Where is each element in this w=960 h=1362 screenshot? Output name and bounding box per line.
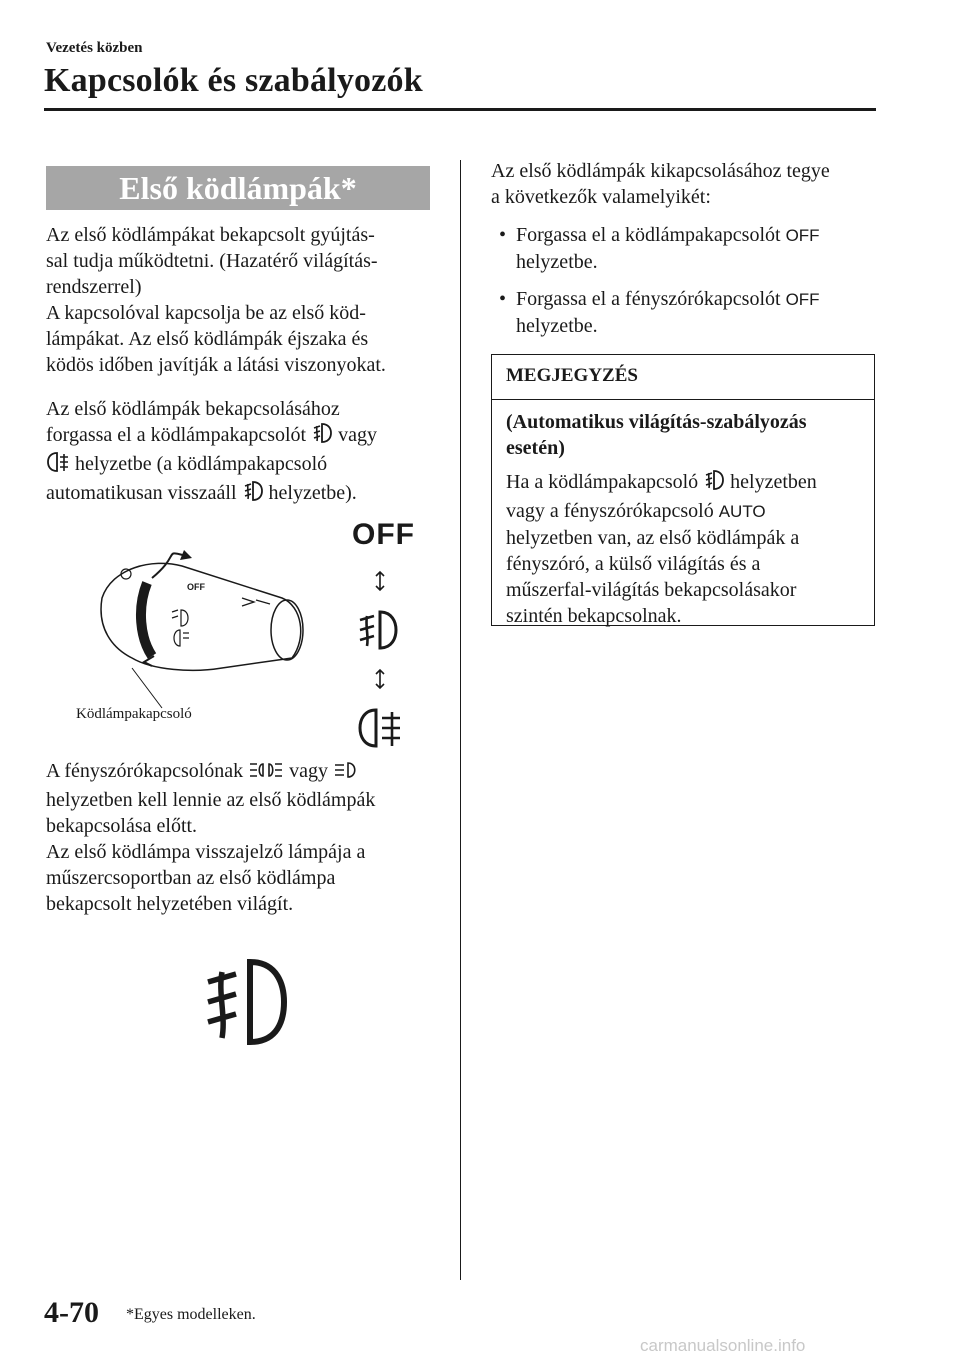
headlight-requirement-paragraph bbox=[46, 758, 432, 917]
text-line: fényszóró, a külső világítás és a bbox=[506, 553, 761, 575]
intro-paragraph bbox=[46, 222, 432, 378]
text-line bbox=[46, 758, 432, 787]
text-line bbox=[506, 469, 866, 498]
front-fog-lamp-icon bbox=[242, 480, 264, 509]
text-line bbox=[46, 422, 432, 451]
parking-lamp-icon bbox=[248, 760, 284, 787]
text-fragment: vagy bbox=[338, 424, 377, 446]
note-subtitle: esetén) bbox=[506, 437, 565, 459]
text-fragment: A fényszórókapcsolónak bbox=[46, 760, 244, 782]
section-title-box: Első ködlámpák* bbox=[46, 166, 430, 210]
text-line bbox=[516, 222, 874, 249]
rear-fog-lamp-icon bbox=[46, 451, 70, 480]
text-fragment: automatikusan visszaáll bbox=[46, 482, 237, 504]
front-fog-lamp-icon bbox=[703, 469, 725, 498]
text-line: Az első ködlámpák kikapcsolásához tegye bbox=[491, 160, 830, 182]
watermark: carmanualsonline.info bbox=[640, 1336, 806, 1355]
off-label: OFF bbox=[352, 518, 415, 551]
text-line bbox=[506, 498, 866, 525]
off-symbol: OFF bbox=[785, 226, 820, 245]
bullet: • bbox=[499, 224, 507, 246]
headlight-icon bbox=[333, 760, 359, 787]
text-line: helyzetbe. bbox=[516, 251, 598, 273]
off-symbol: OFF bbox=[785, 290, 820, 309]
text-line bbox=[46, 451, 432, 480]
note-header bbox=[492, 355, 874, 400]
switch-off-intro bbox=[491, 158, 875, 210]
text-fragment: helyzetben bbox=[730, 471, 817, 493]
text-line: a következők valamelyikét: bbox=[491, 186, 711, 208]
text-fragment: vagy bbox=[289, 760, 329, 782]
text-line: szintén bekapcsolnak. bbox=[506, 605, 682, 627]
bullet: • bbox=[499, 288, 507, 310]
text-line: bekapcsolása előtt. bbox=[46, 815, 198, 837]
text-fragment: forgassa el a ködlámpakapcsolót bbox=[46, 424, 307, 446]
text-line: helyzetben kell lennie az első ködlámpák bbox=[46, 789, 376, 811]
double-arrow-icon bbox=[372, 570, 388, 597]
front-fog-indicator-icon bbox=[200, 954, 296, 1055]
front-fog-lamp-icon bbox=[311, 422, 333, 451]
text-line: helyzetbe. bbox=[516, 315, 598, 337]
list-item bbox=[491, 286, 875, 338]
svg-text:OFF: OFF bbox=[187, 582, 205, 592]
text-line bbox=[516, 286, 874, 313]
text-line: bekapcsolt helyzetében világít. bbox=[46, 893, 294, 915]
note-box bbox=[491, 354, 875, 626]
text-line: műszercsoportban az első ködlámpa bbox=[46, 867, 336, 889]
text-line: lámpákat. Az első ködlámpák éjszaka és bbox=[46, 328, 369, 350]
double-arrow-icon bbox=[372, 668, 388, 695]
text-fragment: Forgassa el a ködlámpakapcsolót bbox=[516, 224, 781, 246]
fog-switch-illustration bbox=[92, 548, 312, 718]
header-rule bbox=[44, 108, 876, 111]
text-line: ködös időben javítják a látási viszonyokat. bbox=[46, 354, 386, 376]
text-fragment: Forgassa el a fényszórókapcsolót bbox=[516, 288, 781, 310]
text-line: rendszerrel) bbox=[46, 276, 142, 298]
figure-caption: Ködlámpakapcsoló bbox=[76, 706, 192, 722]
text-line: Az első ködlámpákat bekapcsolt gyújtás- bbox=[46, 224, 375, 246]
switch-on-paragraph bbox=[46, 396, 432, 509]
auto-symbol: AUTO bbox=[718, 502, 766, 521]
text-fragment: vagy a fényszórókapcsoló bbox=[506, 500, 714, 522]
text-line: Az első ködlámpák bekapcsolásához bbox=[46, 398, 340, 420]
text-fragment: helyzetbe). bbox=[268, 482, 357, 504]
page-heading: Kapcsolók és szabályozók bbox=[44, 62, 423, 99]
text-fragment: helyzetbe (a ködlámpakapcsoló bbox=[75, 453, 328, 475]
note-body bbox=[506, 409, 866, 629]
rear-fog-lamp-icon bbox=[356, 706, 404, 755]
text-line: A kapcsolóval kapcsolja be az első köd- bbox=[46, 302, 366, 324]
column-divider bbox=[460, 160, 461, 1280]
text-line: műszerfal-világítás bekapcsolásakor bbox=[506, 579, 797, 601]
list-item bbox=[491, 222, 875, 274]
text-fragment: Ha a ködlámpakapcsoló bbox=[506, 471, 699, 493]
front-fog-lamp-icon bbox=[356, 608, 400, 657]
footnote: *Egyes modelleken. bbox=[126, 1306, 256, 1323]
text-line: helyzetben van, az első ködlámpák a bbox=[506, 527, 800, 549]
text-line: sal tudja működtetni. (Hazatérő világítás- bbox=[46, 250, 378, 272]
page-number: 4-70 bbox=[44, 1296, 99, 1329]
note-subtitle: (Automatikus világítás-szabályozás bbox=[506, 411, 807, 433]
note-title: MEGJEGYZÉS bbox=[506, 365, 638, 386]
section-label: Vezetés közben bbox=[46, 40, 143, 56]
text-line bbox=[46, 480, 432, 509]
text-line: Az első ködlámpa visszajelző lámpája a bbox=[46, 841, 366, 863]
